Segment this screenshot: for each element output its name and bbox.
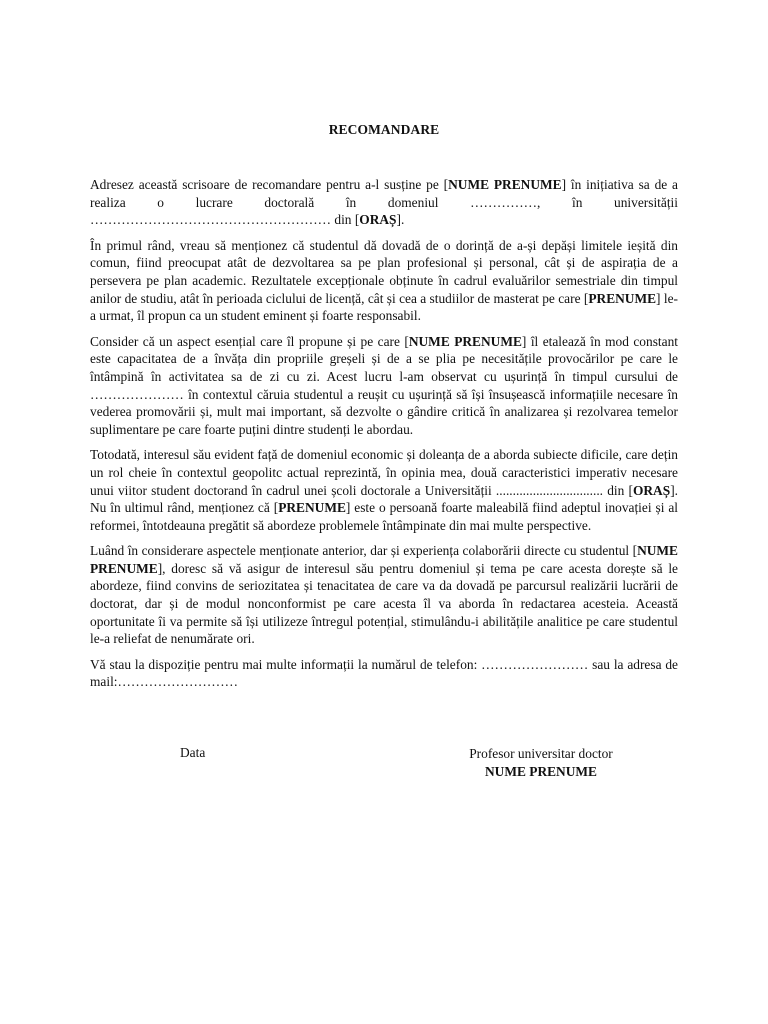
placeholder-field: NUME PRENUME <box>90 543 678 576</box>
paragraph <box>90 237 678 325</box>
text-run: ]. Nu în ultimul rând, menționez că [ <box>90 482 678 516</box>
text-run: ] în inițiativa sa de a realiza o lucrare doctorală în domeniul ……………, în universității ……………………………………………… din [ <box>90 177 678 228</box>
text-run: Luând în considerare aspectele menționate anterior, dar și experiența colaborării directe cu studentul [ <box>90 543 638 559</box>
text-run: Consider că un aspect esențial care îl propune și pe care [ <box>90 333 409 349</box>
placeholder-field: NUME PRENUME <box>448 177 562 192</box>
signer-name: NUME PRENUME <box>485 764 597 779</box>
paragraph <box>90 656 678 691</box>
text-run: ] le-a urmat, îl propun ca un student eminent și foarte responsabil. <box>90 290 678 324</box>
signature-block <box>436 745 646 781</box>
text-run: ]. <box>396 212 405 228</box>
text-run: Vă stau la dispoziție pentru mai multe informații la numărul de telefon: …………………… sau la adresa de mail:……………………… <box>90 656 678 690</box>
text-run: ] este o persoană foarte maleabilă fiind adeptul inovației și al reformei, întotdeauna pregătit să abordeze problemele întâmpinate din mai multe perspective. <box>90 500 678 533</box>
paragraph <box>90 446 678 534</box>
text-run: Adresez această scrisoare de recomandare pentru a-l susține pe [ <box>90 177 449 192</box>
paragraph <box>90 542 678 648</box>
text-run: ], doresc să vă asigur de interesul său pentru domeniul și tema pe care acesta dorește să le abordeze, fiind convins de seriozitatea și tenacitatea de care va da dovadă pe parcursul realizării lucrării de doctorat, dar și de modul nonconformist pe care acesta îl va aborda în redactarea acesteia. Această oportunitate îi va permite să își utilizeze întregul potențial, stimulându-i abilitățile analitice pe care studentul le-a reliefat de nenumărate ori. <box>90 560 678 647</box>
paragraph <box>90 176 678 229</box>
placeholder-field: ORAȘ <box>632 482 671 498</box>
placeholder-field: NUME PRENUME <box>408 333 522 349</box>
document-title: RECOMANDARE <box>328 122 440 137</box>
placeholder-field: PRENUME <box>278 500 346 516</box>
signer-role: Profesor universitar doctor <box>469 746 613 761</box>
date-label: Data <box>180 745 206 760</box>
text-run: Totodată, interesul său evident față de domeniul economic și doleanța de a aborda subiecte dificile, care dețin un rol cheie în contextul geopolitc actual reprezintă, în opinia mea, două caracteristici imperativ necesare unui viitor student doctorand în cadrul unei școli doctorale a Universității ................................ din [ <box>90 447 678 498</box>
letter-body <box>90 176 678 699</box>
text-run: În primul rând, vreau să menționez că studentul dă dovadă de o dorință de a-și depăși limitele ieșită din comun, fiind preocupat atât de dezvoltarea sa pe plan profesional și personal, cât și de aspirația de a persevera pe plan academic. Rezultatele excepționale obținute în cadrul evaluărilor semestriale din timpul anilor de studiu, atât în perioada ciclului de licență, cât și cea a studiilor de masterat pe care [ <box>90 237 678 306</box>
paragraph <box>90 333 678 439</box>
placeholder-field: PRENUME <box>588 290 657 306</box>
placeholder-field: ORAȘ <box>359 212 397 228</box>
text-run: ] îl etalează în mod constant este capacitatea de a învăța din propriile greșeli și de a se plia pe necesitățile provocărilor pe care le întâmpină în activitatea sa de zi cu zi. Acest lucru l-am observat cu ușurință în timpul cursului de ………………… în contextul căruia studentul a reușit cu ușurință să își însușească informațiile necesare în vederea promovării și, mult mai important, să dezvolte o gândire critică în analizarea și rezolvarea temelor suplimentare pe care foarte puțini dintre studenți le abordau. <box>90 333 678 437</box>
